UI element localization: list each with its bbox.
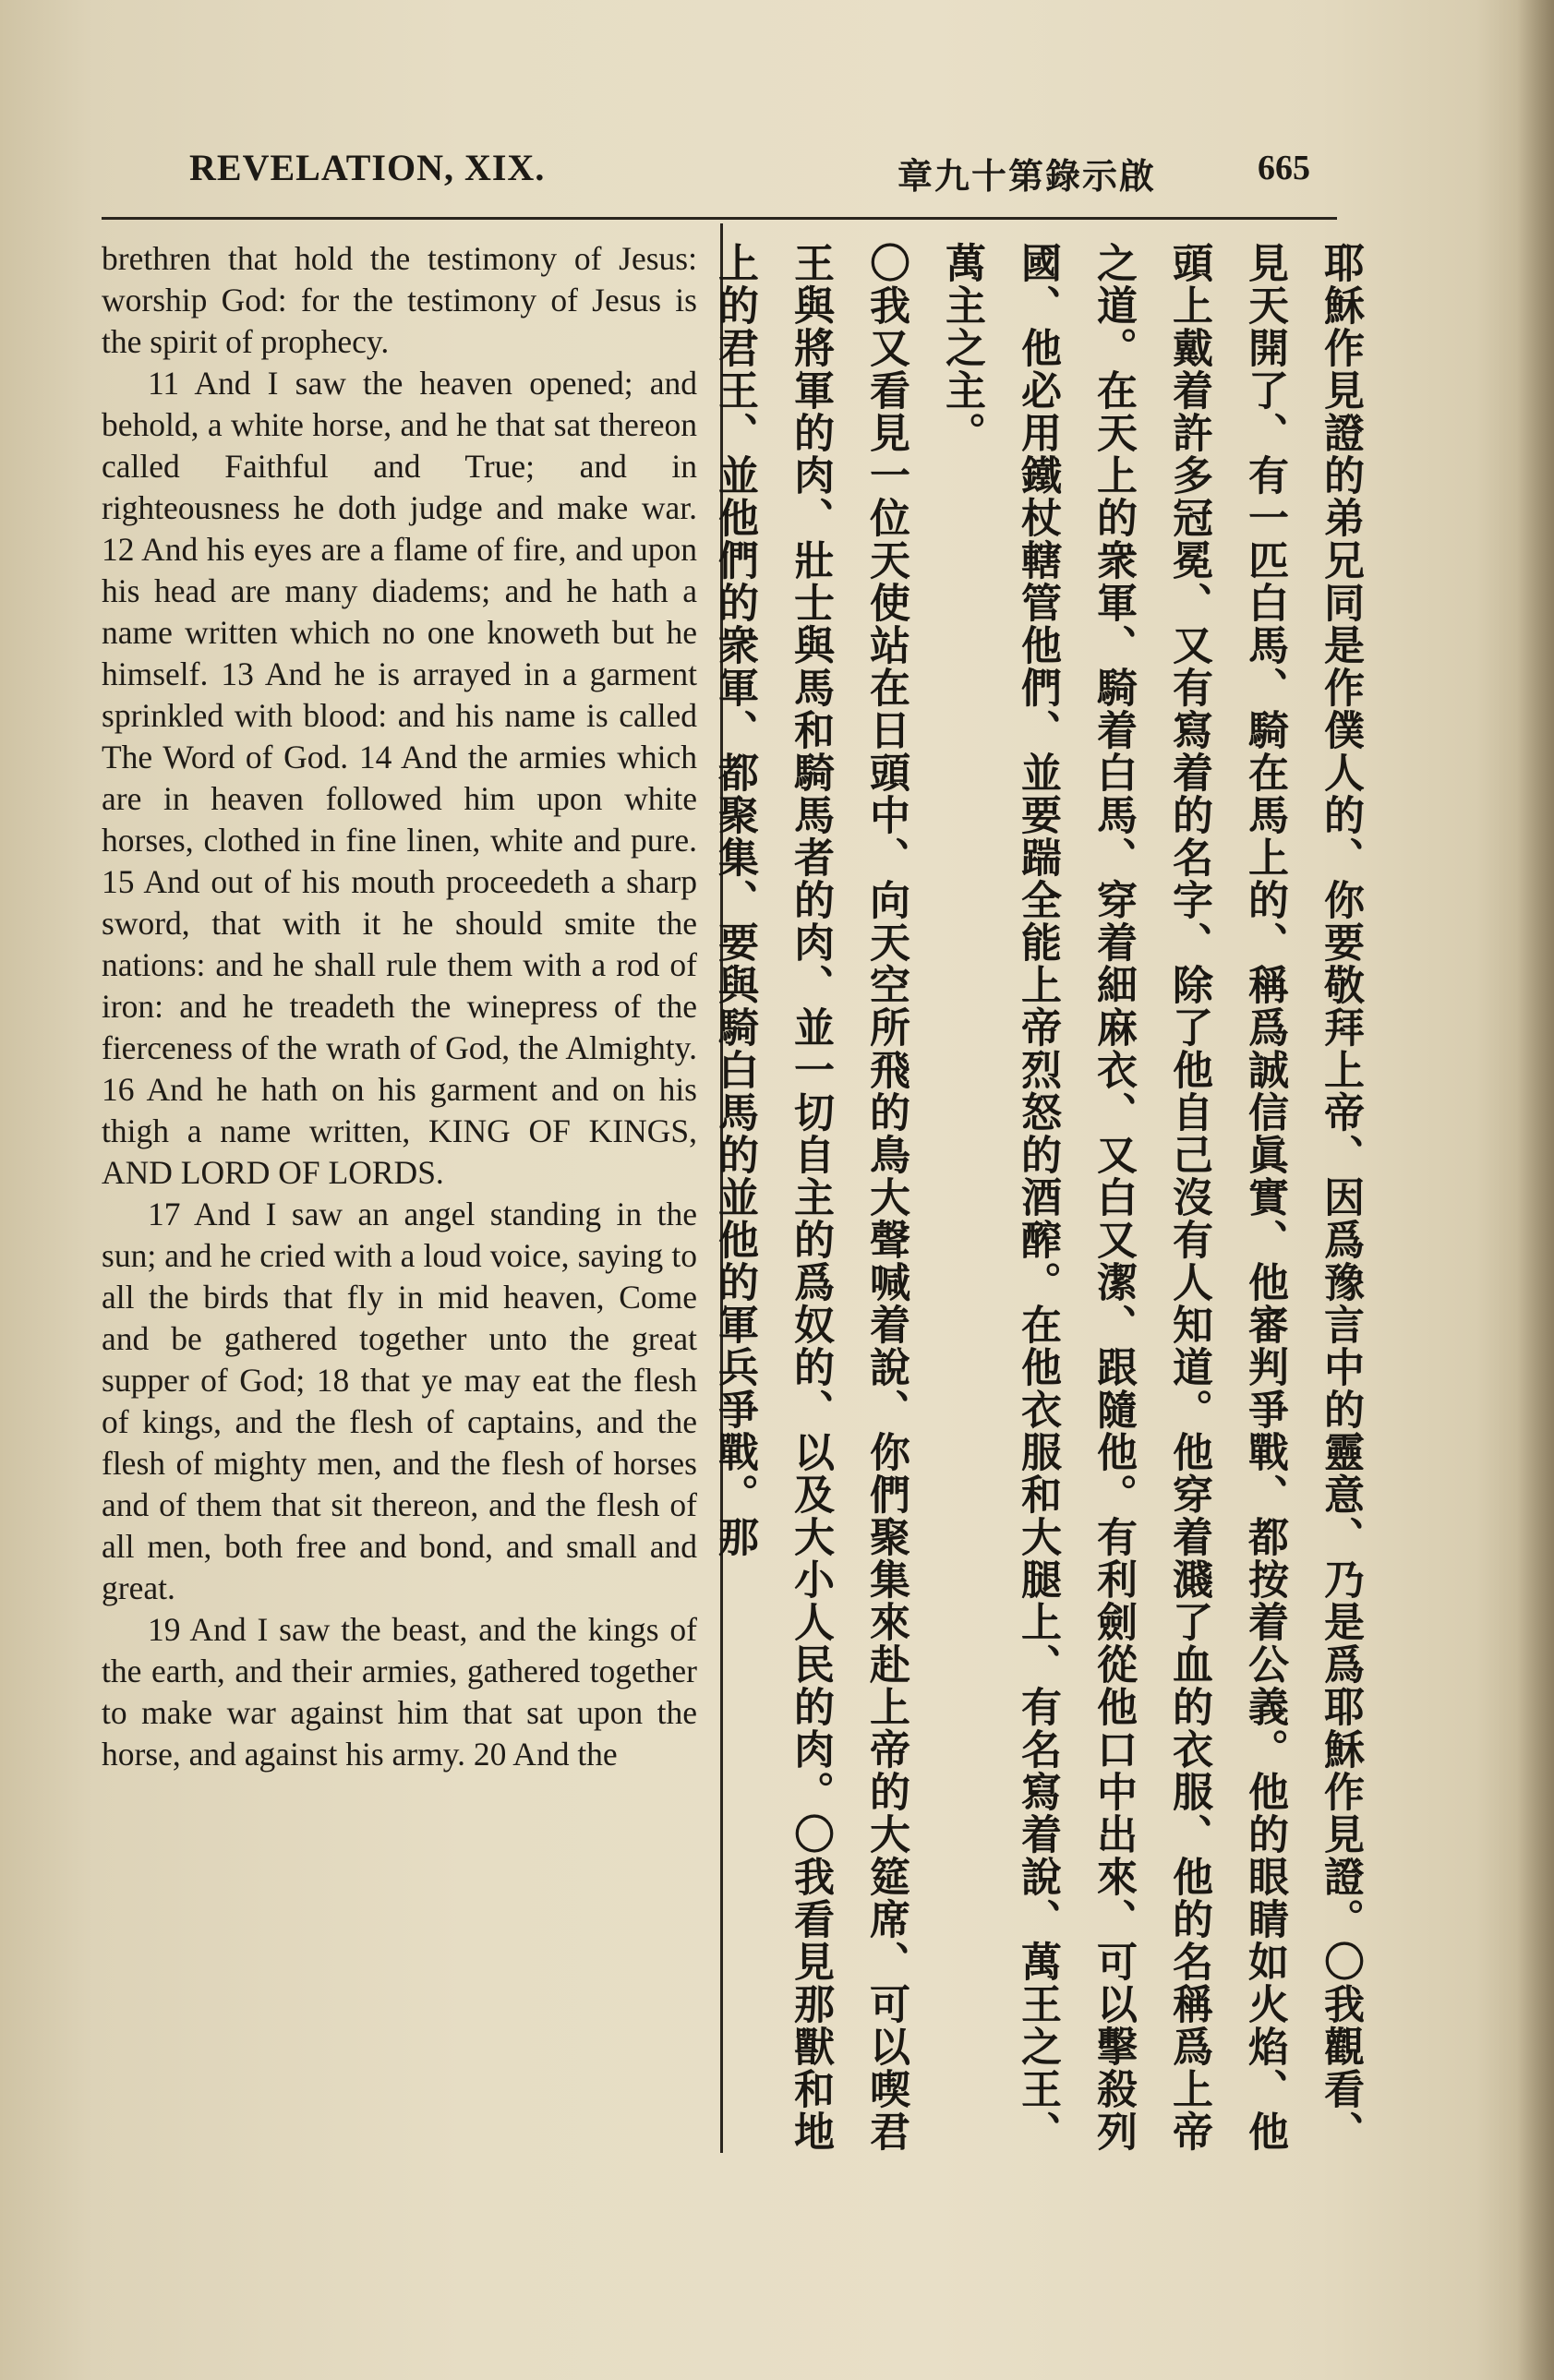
english-paragraph: 11 And I saw the heaven opened; and behold, a white horse, and he that sat thereon called Faithful and True; and in righteousness he doth judge and make war. 12 And his eyes are a flame of fire, and upon his head are many diadems; and he hath a name written which no one knoweth but he himself. 13 And he is arrayed in a garment sprinkled with blood: and his name is called The Word of God. 14 And the armies which are in heaven followed him upon white horses, clothed in fine linen, white and pure. 15 And out of his mouth proceedeth a sharp sword, that with it he should smite the nations: and he shall rule them with a rod of iron: and he treadeth the winepress of the fierceness of the wrath of God, the Almighty. 16 And he hath on his garment and on his thigh a name written, KING OF KINGS, AND LORD OF LORDS. — [102, 365, 697, 1191]
header-rule — [102, 217, 1337, 220]
english-paragraph: 17 And I saw an angel standing in the sun; and he cried with a loud voice, saying to all the birds that fly in mid heaven, Come and be gathered together unto the great supper of God; 18 that ye may eat the flesh of kings, and the flesh of captains, and the flesh of mighty men, and the flesh of horses and of them that sit thereon, and the flesh of all men, both free and bond, and small and great. — [102, 1196, 697, 1606]
running-head-chinese: 章九十第錄示啟 — [897, 155, 1157, 197]
english-paragraph: brethren that hold the testimony of Jesus: worship God: for the testimony of Jesus is the spirit of prophecy. — [102, 240, 697, 360]
chinese-column — [711, 242, 1378, 2162]
english-paragraph: 19 And I saw the beast, and the kings of the earth, and their armies, gathered together to make war against him that sat upon the horse, and against his army. 20 And the — [102, 1611, 697, 1773]
english-column — [102, 238, 697, 1775]
chinese-paragraph: 〇我又看見一位天使站在日頭中、向天空所飛的鳥大聲喊着說、你們聚集來赴上帝的大筵席、可以喫君王與將軍的肉、壯士與馬和騎馬者的肉、並一切自主的爲奴的、以及大小人民的肉。〇我看見那獸和地上的君王、並他們的衆軍、都聚集、要與騎白馬的並他的軍兵爭戰。那 — [711, 242, 910, 2153]
page-edge-shadow — [1359, 0, 1554, 2380]
running-head-english: REVELATION, XIX. — [189, 147, 546, 188]
chinese-paragraph: 耶穌作見證的弟兄同是作僕人的、你要敬拜上帝、因爲豫言中的靈意、乃是爲耶穌作見證。〇我觀看、見天開了、有一匹白馬、騎在馬上的、稱爲誠信眞實、他審判爭戰、都按着公義。他的眼睛如火焰、他頭上戴着許多冠冕、又有寫着的名字、除了他自己沒有人知道。他穿着濺了血的衣服、他的名稱爲上帝之道。在天上的衆軍、騎着白馬、穿着細麻衣、又白又潔、跟隨他。有利劍從他口中出來、可以擊殺列國、他必用鐵杖轄管他們、並要踹全能上帝烈怒的酒醡。在他衣服和大腿上、有名寫着說、萬王之王、萬主之主。 — [938, 242, 1364, 2153]
page-number: 665 — [1258, 149, 1310, 187]
